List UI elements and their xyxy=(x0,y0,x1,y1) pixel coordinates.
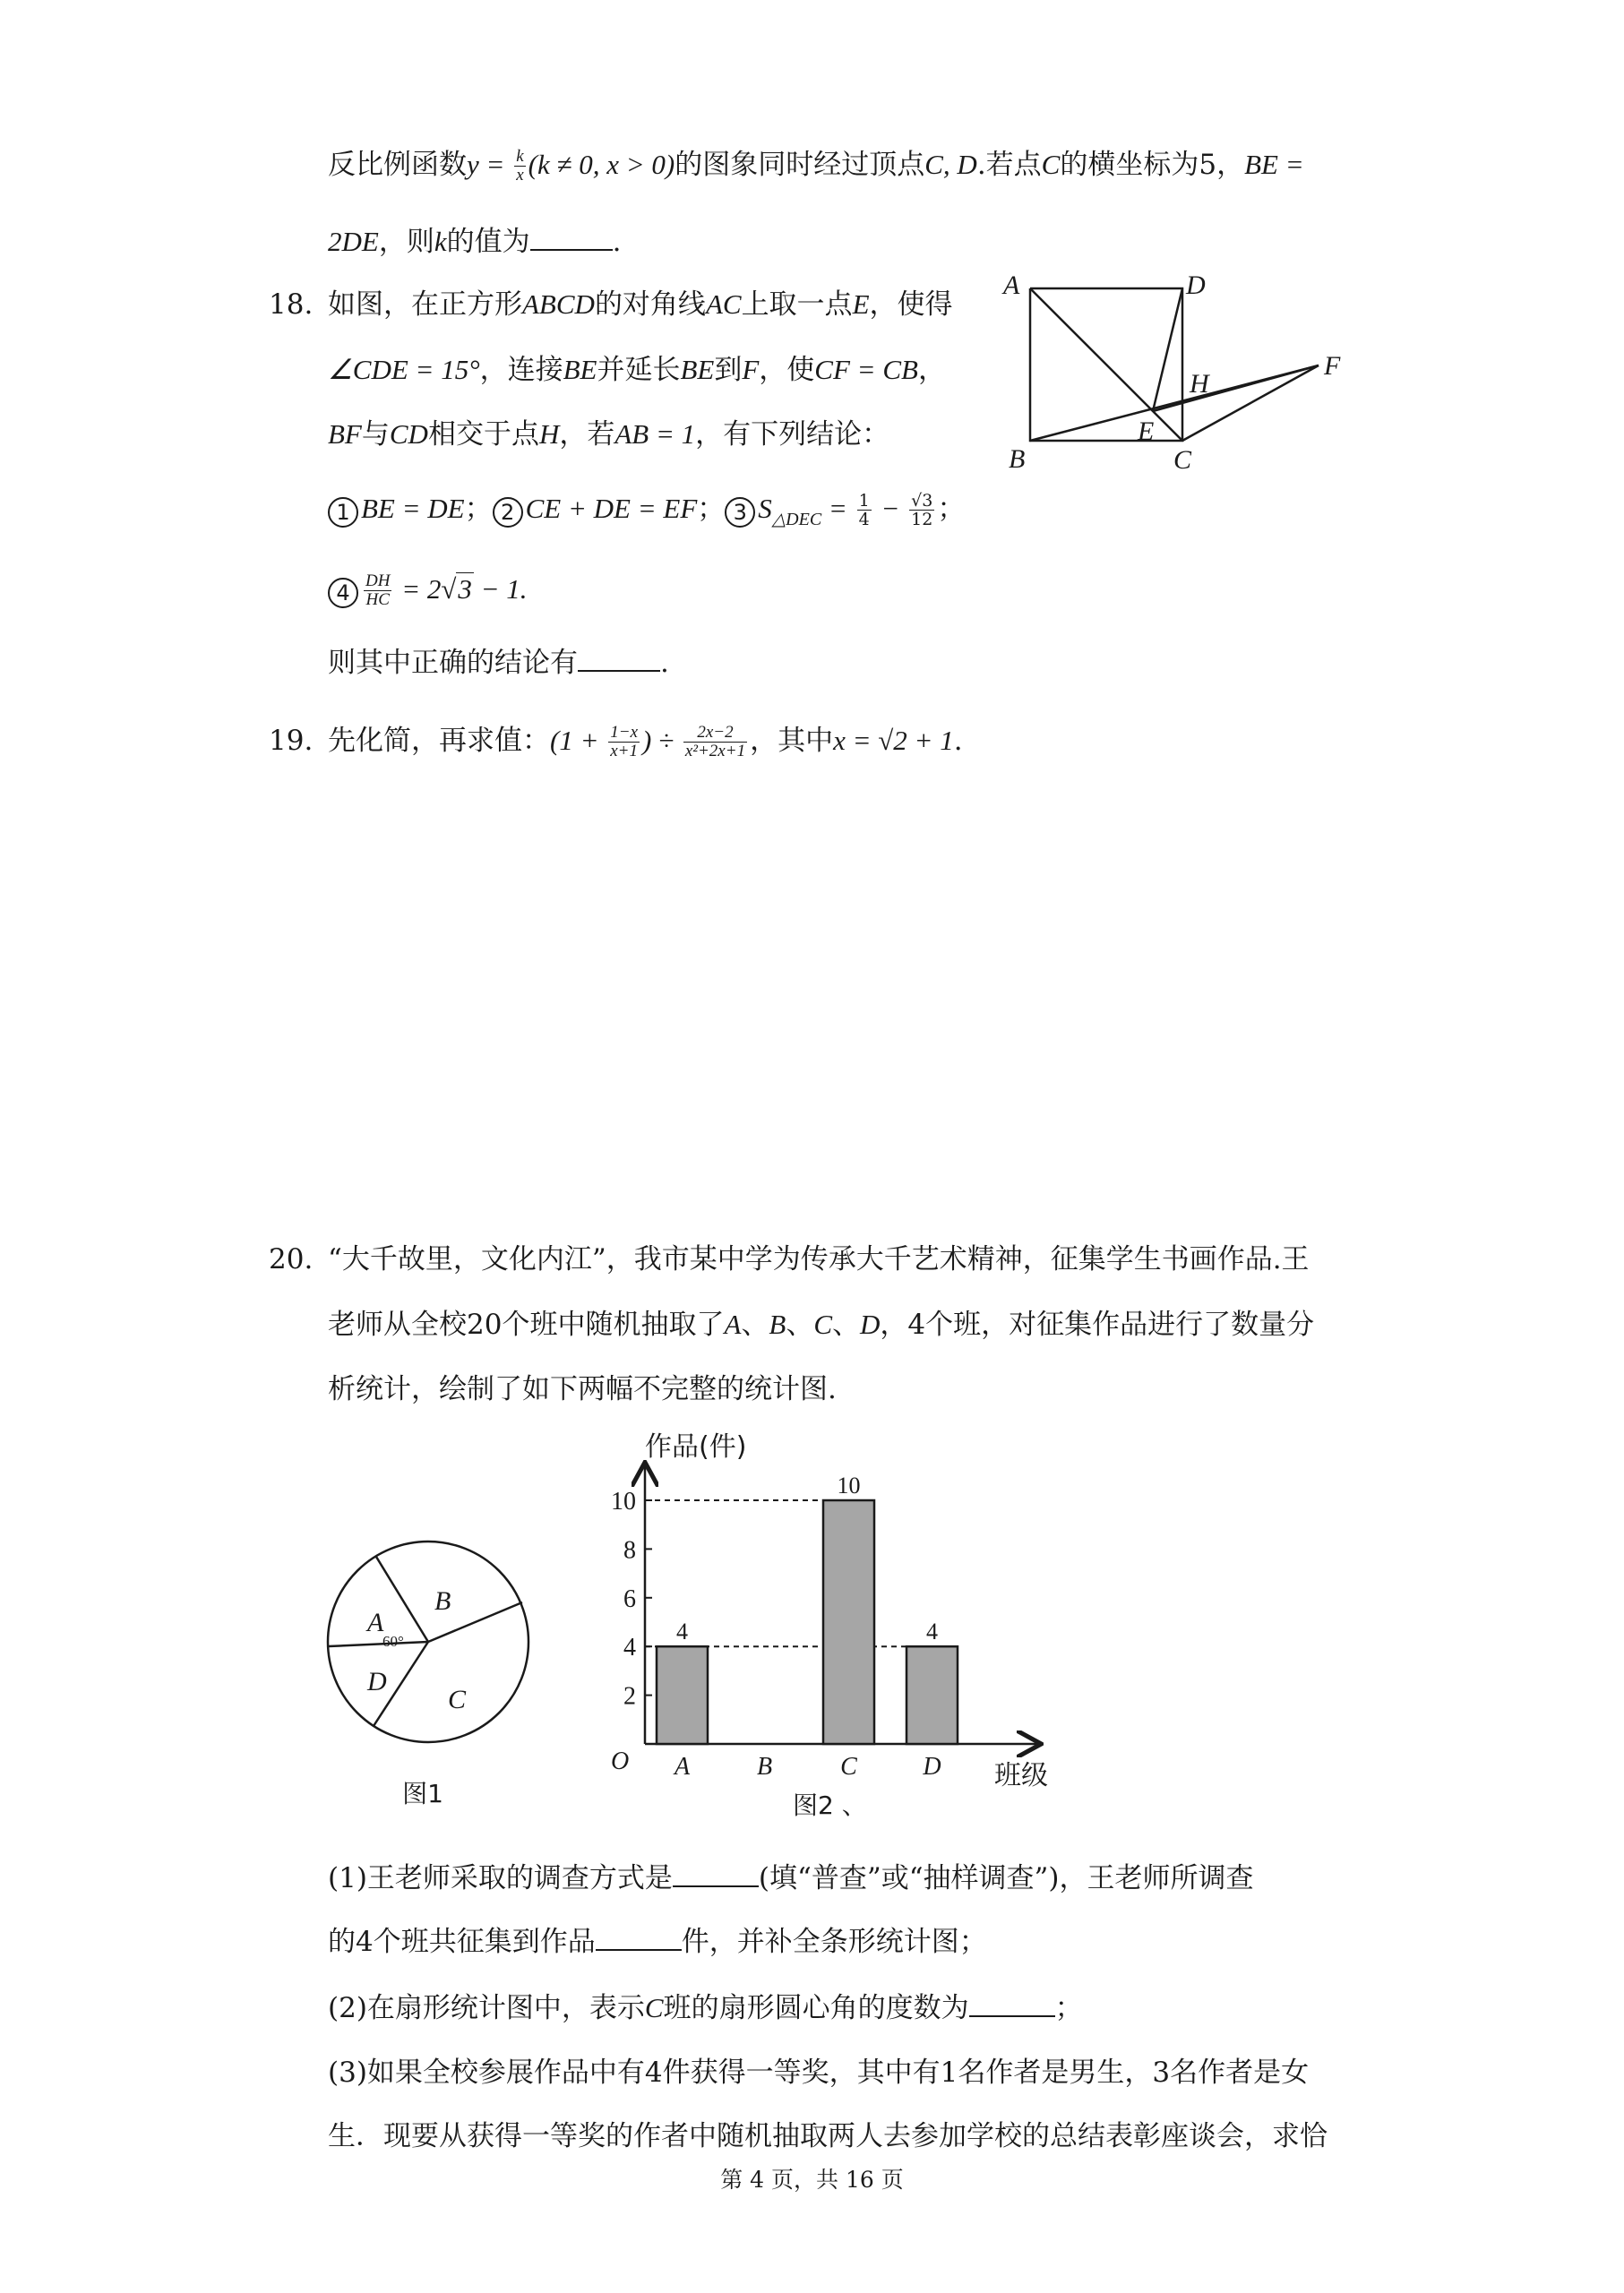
bar-chart-figure xyxy=(573,1424,1075,1818)
x-tick-label: D xyxy=(923,1753,941,1781)
pie-chart-figure xyxy=(322,1536,555,1832)
q20-part-3-line-2: 生．现要从获得一等奖的作者中随机抽取两人去参加学校的总结表彰座谈会，求恰 xyxy=(328,2120,1328,2152)
answer-blank xyxy=(530,224,613,251)
math: AC xyxy=(705,288,742,320)
origin-label: O xyxy=(611,1748,630,1775)
text: 、 xyxy=(741,1309,769,1341)
math: BE xyxy=(680,354,715,385)
answer-blank xyxy=(969,1990,1055,2017)
text: 与 xyxy=(361,418,390,451)
y-tick-label: 4 xyxy=(623,1634,636,1662)
text: ，则 xyxy=(378,226,434,258)
math: CF = CB xyxy=(814,354,918,385)
pie-label-c: C xyxy=(448,1685,467,1714)
segment-de xyxy=(1153,288,1182,411)
text: 先化简，再求值： xyxy=(328,725,550,757)
y-tick-label: 8 xyxy=(623,1536,636,1565)
diagonal-ac xyxy=(1030,288,1182,441)
q18-claim-4 xyxy=(328,571,528,609)
math: C, D xyxy=(924,149,977,180)
pie-divider xyxy=(329,1642,428,1646)
math: = xyxy=(821,493,855,524)
q20-line-3: 析统计，绘制了如下两幅不完整的统计图. xyxy=(328,1373,837,1405)
text: 并延长 xyxy=(597,354,681,386)
text: ，使 xyxy=(759,354,815,386)
bar-d xyxy=(907,1646,958,1744)
text: ，4个班，对征集作品进行了数量分 xyxy=(880,1309,1315,1341)
x-tick-label: C xyxy=(840,1753,857,1781)
math: (1 + xyxy=(550,725,606,756)
sqrt-sign: √ xyxy=(441,573,457,605)
text: 的对角线 xyxy=(594,288,706,321)
q17-line-2 xyxy=(328,224,621,260)
q17-line-1 xyxy=(328,147,1304,185)
chart-marks xyxy=(611,1473,958,1781)
text: . xyxy=(953,725,963,757)
math: A xyxy=(724,1309,742,1340)
label-d: D xyxy=(1186,271,1206,300)
fraction xyxy=(857,492,872,528)
fig1-caption: 图1 xyxy=(402,1779,443,1808)
frac-den: x xyxy=(516,166,524,185)
math: − xyxy=(873,493,907,524)
fraction xyxy=(364,572,391,609)
text: . xyxy=(660,647,669,679)
radicand: 3 xyxy=(458,573,472,605)
data-label: 10 xyxy=(837,1473,861,1499)
x-axis-label: 班级 xyxy=(994,1760,1048,1791)
text: 如图，在正方形 xyxy=(328,288,522,321)
text: 班的扇形圆心角的度数为 xyxy=(663,1992,969,2024)
math: CD xyxy=(389,418,428,450)
text: .若点 xyxy=(976,149,1042,181)
math: ) ÷ xyxy=(642,725,681,756)
math: E xyxy=(852,288,870,320)
fraction xyxy=(683,724,747,760)
math: = 2 xyxy=(394,573,442,605)
text: 、 xyxy=(786,1309,814,1341)
text: ； xyxy=(464,493,493,525)
math: D xyxy=(860,1309,881,1340)
frac-den: x²+2x+1 xyxy=(684,742,746,760)
text: 的图象同时经过顶点 xyxy=(675,149,925,181)
label-e: E xyxy=(1138,417,1155,446)
square-geometry-figure xyxy=(994,269,1353,475)
text: 老师从全校20个班中随机抽取了 xyxy=(328,1309,725,1341)
math: BE = xyxy=(1244,149,1304,180)
math: B xyxy=(769,1309,786,1340)
fraction xyxy=(608,724,640,760)
text: 、 xyxy=(832,1309,861,1341)
q18-claims-1-3 xyxy=(328,491,965,537)
frac-den: 12 xyxy=(911,510,933,529)
math: C xyxy=(1041,149,1061,180)
bar-a xyxy=(657,1646,708,1744)
y-tick-label: 6 xyxy=(623,1584,636,1613)
text: (2)在扇形统计图中，表示 xyxy=(328,1992,645,2024)
text: ； xyxy=(937,493,966,525)
q18-number: 18. xyxy=(269,288,314,321)
y-tick-label: 2 xyxy=(623,1682,636,1711)
pie-divider xyxy=(376,1557,428,1642)
math: AB = 1 xyxy=(614,418,696,450)
q19-number: 19. xyxy=(269,725,314,757)
text: ，有下列结论： xyxy=(695,418,890,451)
math: BE = DE xyxy=(361,493,465,524)
math: y = xyxy=(467,149,512,180)
circled-number: 1 xyxy=(328,497,358,528)
math: 2DE xyxy=(328,226,379,257)
q18-line-3 xyxy=(328,417,889,452)
data-label: 4 xyxy=(926,1619,938,1645)
pie-label-angle: 60° xyxy=(382,1633,404,1650)
pie-label-a: A xyxy=(367,1608,384,1637)
math: S xyxy=(758,493,772,524)
math: BF xyxy=(328,418,362,450)
text: 的横坐标为5， xyxy=(1060,149,1245,181)
q20-part-2 xyxy=(328,1990,1083,2026)
subscript: △DEC xyxy=(771,510,822,529)
q20-line-1: “大千故里，文化内江”，我市某中学为传承大千艺术精神，征集学生书画作品.王 xyxy=(328,1243,1310,1275)
text: ，连接 xyxy=(479,354,563,386)
answer-blank xyxy=(578,645,660,672)
text: ，其中 xyxy=(750,725,834,757)
text: ； xyxy=(1054,1992,1083,2024)
y-axis-label: 作品(件) xyxy=(645,1431,747,1463)
math: k xyxy=(434,226,447,257)
label-b: B xyxy=(1009,444,1026,474)
math: H xyxy=(538,418,560,450)
q18-line-2 xyxy=(328,352,946,388)
math: BE xyxy=(563,354,597,385)
pie-label-b: B xyxy=(434,1586,451,1616)
answer-blank xyxy=(673,1860,759,1887)
x-tick-label: A xyxy=(674,1753,691,1781)
math: (k ≠ 0, x > 0) xyxy=(528,149,675,180)
label-f: F xyxy=(1324,351,1341,381)
q20-part-1-line-1 xyxy=(328,1860,1254,1896)
math: CE + DE = EF xyxy=(525,493,698,524)
text: (1)王老师采取的调查方式是 xyxy=(328,1862,673,1894)
frac-num: k xyxy=(516,147,524,166)
q20-part-3-line-1: (3)如果全校参展作品中有4件获得一等奖，其中有1名作者是男生，3名作者是女 xyxy=(328,2057,1310,2089)
math: C xyxy=(644,1992,664,2023)
frac-num: 1−x xyxy=(610,723,639,742)
text: 件，并补全条形统计图； xyxy=(681,1926,987,1958)
data-label: 4 xyxy=(676,1619,688,1645)
page-footer: 第 4 页，共 16 页 xyxy=(720,2167,904,2193)
circled-number: 3 xyxy=(725,497,755,528)
fraction-k-over-x xyxy=(514,148,525,185)
pie-label-d: D xyxy=(367,1667,387,1696)
q20-part-1-line-2 xyxy=(328,1924,987,1960)
x-tick-label: B xyxy=(756,1753,773,1781)
q20-line-2 xyxy=(328,1307,1314,1343)
q18-conclusion xyxy=(328,645,669,681)
math: ABCD xyxy=(522,288,595,320)
text: 相交于点 xyxy=(427,418,539,451)
math: C xyxy=(813,1309,833,1340)
text: ； xyxy=(697,493,726,525)
text: ，使得 xyxy=(869,288,953,321)
text: 反比例函数 xyxy=(328,149,467,181)
q20-number: 20. xyxy=(269,1243,314,1275)
math: F xyxy=(742,354,760,385)
text: (填“普查”或“抽样调查”)，王老师所调查 xyxy=(758,1862,1254,1894)
frac-den: 4 xyxy=(858,510,870,529)
text: . xyxy=(612,226,622,258)
q19-line xyxy=(328,723,963,760)
math: x = √2 + 1 xyxy=(833,725,954,756)
math: ∠CDE = 15° xyxy=(328,354,480,385)
segment-ef xyxy=(1153,365,1319,411)
text: 上取一点 xyxy=(741,288,853,321)
fraction xyxy=(909,492,934,528)
circled-number: 4 xyxy=(328,578,358,608)
label-h: H xyxy=(1190,369,1209,399)
frac-num: DH xyxy=(365,571,391,590)
y-tick-label: 10 xyxy=(611,1488,636,1516)
q18-line-1 xyxy=(328,287,953,322)
text: 到 xyxy=(714,354,743,386)
circled-number: 2 xyxy=(493,497,523,528)
frac-num: 2x−2 xyxy=(683,724,747,743)
frac-num: √3 xyxy=(911,491,933,511)
math: − 1. xyxy=(473,573,528,605)
answer-blank xyxy=(596,1924,682,1951)
frac-den: x+1 xyxy=(610,742,639,760)
label-c: C xyxy=(1173,445,1192,475)
frac-den: HC xyxy=(365,590,390,609)
frac-num: 1 xyxy=(858,491,870,511)
text: 的4个班共征集到作品 xyxy=(328,1926,596,1958)
text: ， xyxy=(917,354,946,386)
bar-c xyxy=(823,1500,874,1744)
label-a: A xyxy=(1003,271,1020,300)
text: ，若 xyxy=(559,418,615,451)
fig2-caption: 图2 、 xyxy=(793,1791,867,1818)
text: 的值为 xyxy=(446,226,530,258)
text: 则其中正确的结论有 xyxy=(328,647,578,679)
